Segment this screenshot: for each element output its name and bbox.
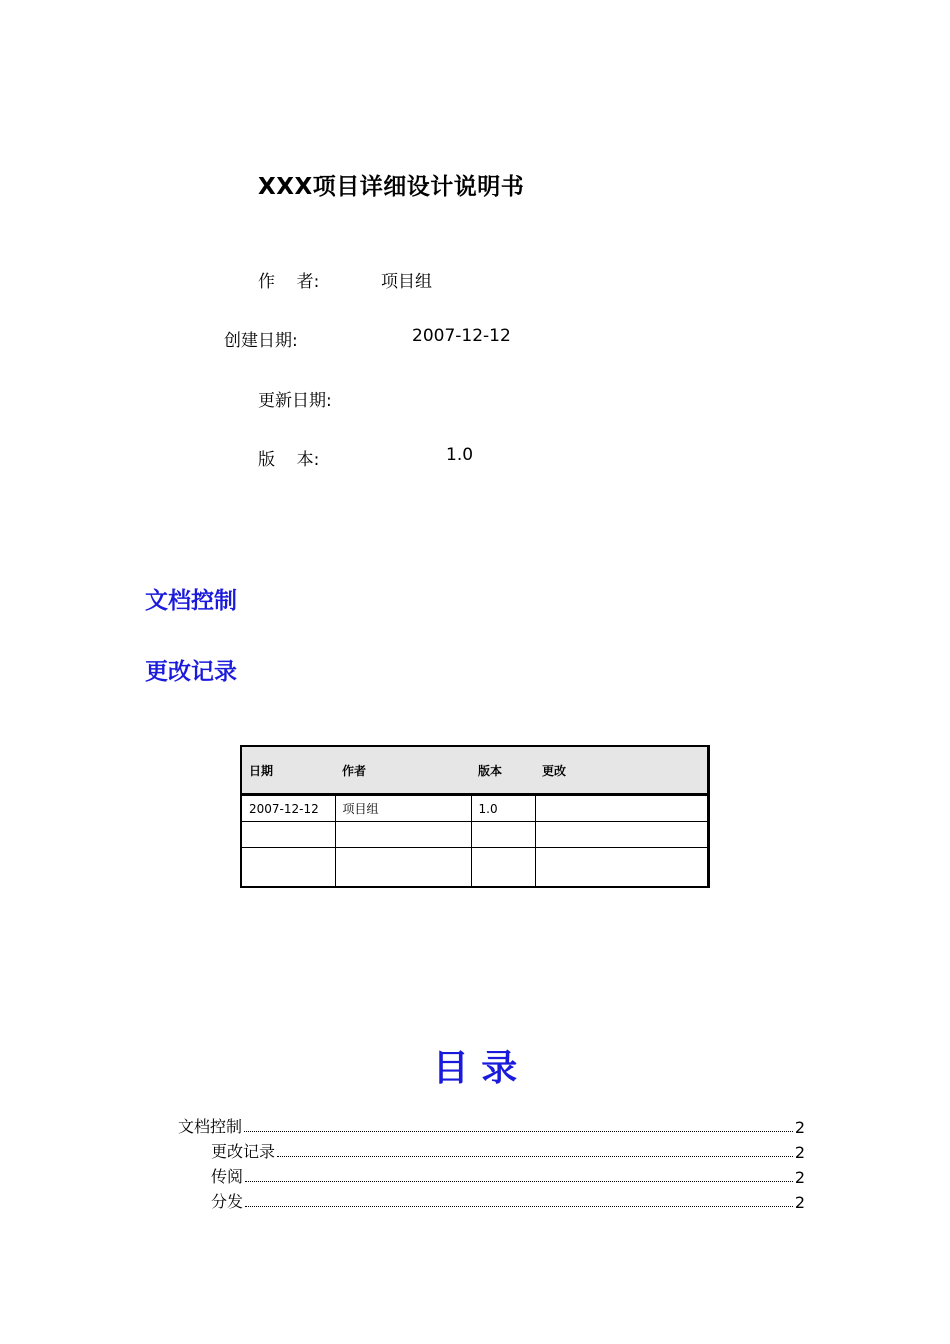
cell-author: 项目组 — [335, 795, 471, 822]
toc-entry-circulation[interactable] — [211, 1164, 805, 1187]
cell-author — [335, 822, 471, 848]
document-title: XXX项目详细设计说明书 — [258, 174, 525, 200]
created-value: 2007-12-12 — [412, 326, 511, 346]
cell-version — [471, 822, 535, 848]
table-header-row — [241, 746, 709, 795]
updated-label: 更新日期: — [258, 391, 332, 411]
version-label: 版 本: — [258, 450, 320, 470]
cell-date — [241, 848, 335, 888]
cell-change — [535, 822, 709, 848]
author-value: 项目组 — [381, 272, 432, 292]
toc-entry-label: 分发 — [211, 1192, 244, 1211]
cell-version: 1.0 — [471, 795, 535, 822]
header-version: 版本 — [471, 746, 535, 795]
table-row — [241, 795, 709, 822]
header-date: 日期 — [241, 746, 335, 795]
toc-entry-doc-control[interactable] — [178, 1114, 805, 1137]
toc-entry-page: 2 — [794, 1193, 805, 1212]
header-change: 更改 — [535, 746, 709, 795]
table-row — [241, 822, 709, 848]
cell-change — [535, 795, 709, 822]
header-author: 作者 — [335, 746, 471, 795]
author-label: 作 者: — [258, 272, 320, 292]
table-row — [241, 848, 709, 888]
toc-leader-dots — [277, 1155, 793, 1157]
toc-entry-page: 2 — [794, 1118, 805, 1137]
cell-version — [471, 848, 535, 888]
toc-entry-label: 更改记录 — [211, 1142, 276, 1161]
change-log-heading: 更改记录 — [145, 659, 237, 685]
cell-date — [241, 822, 335, 848]
cell-change — [535, 848, 709, 888]
toc-entry-page: 2 — [794, 1143, 805, 1162]
created-label: 创建日期: — [224, 331, 298, 351]
cell-author — [335, 848, 471, 888]
toc-entry-label: 文档控制 — [178, 1117, 243, 1136]
version-value: 1.0 — [446, 445, 474, 465]
toc-leader-dots — [245, 1180, 793, 1182]
cell-date: 2007-12-12 — [241, 795, 335, 822]
toc-entry-label: 传阅 — [211, 1167, 244, 1186]
toc-entry-page: 2 — [794, 1168, 805, 1187]
toc-leader-dots — [245, 1205, 793, 1207]
toc-leader-dots — [244, 1130, 793, 1132]
doc-control-heading: 文档控制 — [145, 588, 237, 614]
toc-entry-change-log[interactable] — [211, 1139, 805, 1162]
change-log-table — [240, 745, 710, 888]
toc-title: 目 录 — [432, 1048, 518, 1089]
toc-entry-distribution[interactable] — [211, 1189, 805, 1212]
